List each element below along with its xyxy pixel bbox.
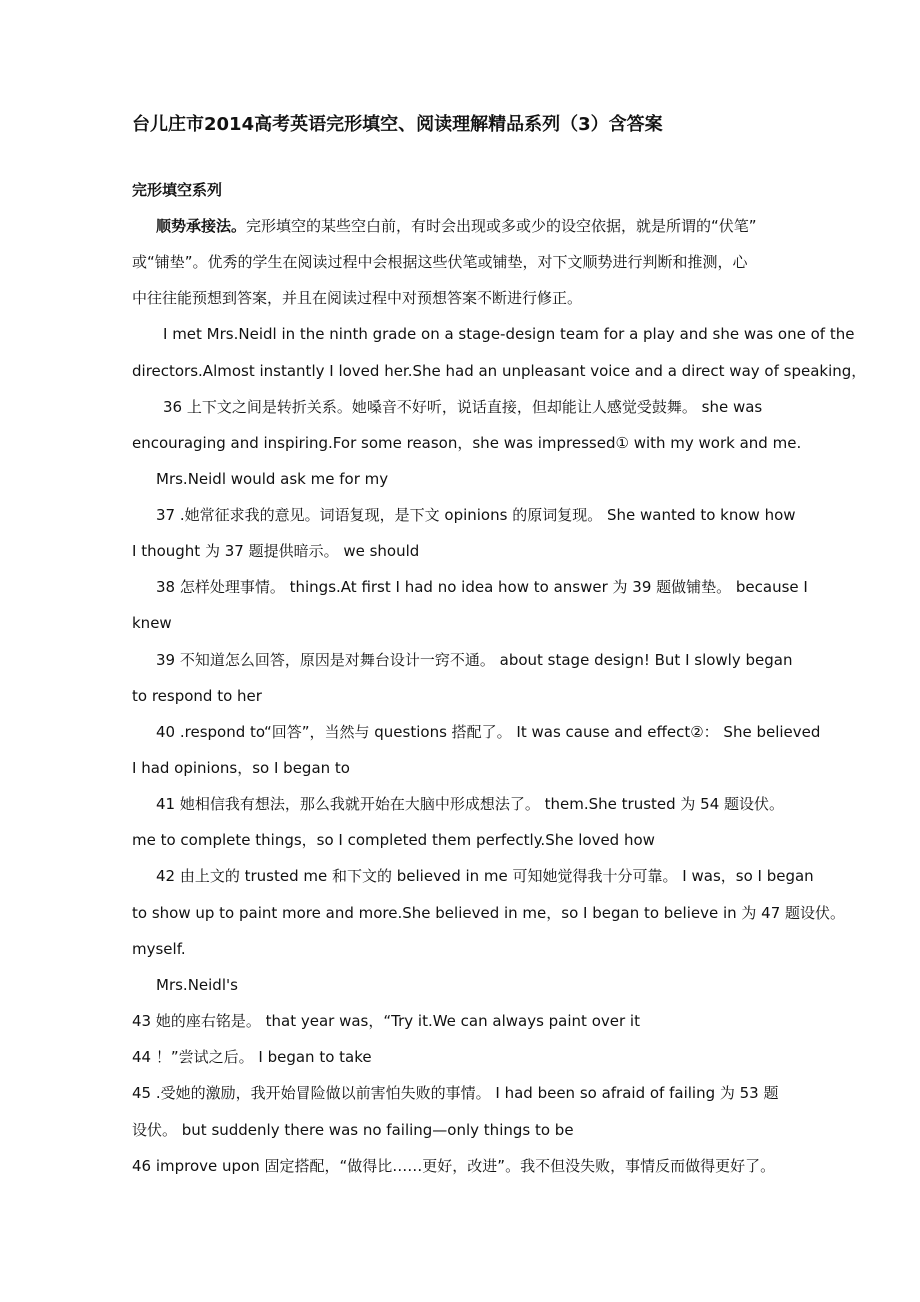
passage-line-23: 设伏。 but suddenly there was no failing—only things to be [132,1121,574,1139]
passage-line-3: 36 上下文之间是转折关系。她嗓音不好听，说话直接，但却能让人感觉受鼓舞。 she was [163,398,763,416]
passage-line-19: Mrs.Neidl's [156,976,238,994]
passage-line-8: 38 怎样处理事情。 things.At first I had no idea how to answer 为 39 题做铺垫。 because I [156,578,808,596]
passage-line-7: I thought 为 37 题提供暗示。 we should [132,542,420,560]
intro-line-3: 中往往能预想到答案，并且在阅读过程中对预想答案不断进行修正。 [132,289,583,307]
passage-line-6: 37 .她常征求我的意见。词语复现，是下文 opinions 的原词复现。 She wanted to know how [156,506,796,524]
section-heading: 完形填空系列 [132,181,223,199]
passage-line-15: me to complete things，so I completed them perfectly.She loved how [132,831,655,849]
passage-line-14: 41 她相信我有想法，那么我就开始在大脑中形成想法了。 them.She trusted 为 54 题设伏。 [156,795,785,813]
passage-line-17: to show up to paint more and more.She believed in me，so I began to believe in 为 47 题设伏。 [132,904,846,922]
passage-line-11: to respond to her [132,687,262,705]
intro-line-1 [156,216,812,236]
document-title: 台儿庄市2014高考英语完形填空、阅读理解精品系列（3）含答案 [132,114,663,135]
intro-line-1-text: 完形填空的某些空白前，有时会出现或多或少的设空依据，就是所谓的“伏笔” [246,217,757,235]
passage-line-18: myself. [132,940,186,958]
passage-line-2: directors.Almost instantly I loved her.She had an unpleasant voice and a direct way of speaking， [132,362,867,380]
passage-line-4: encouraging and inspiring.For some reason，she was impressed① with my work and me. [132,434,802,452]
intro-line-2: 或“铺垫”。优秀的学生在阅读过程中会根据这些伏笔或铺垫，对下文顺势进行判断和推测，心 [132,253,748,271]
passage-line-16: 42 由上文的 trusted me 和下文的 believed in me 可知她觉得我十分可靠。 I was，so I began [156,867,814,885]
passage-line-22: 45 .受她的激励，我开始冒险做以前害怕失败的事情。 I had been so afraid of failing 为 53 题 [132,1084,779,1102]
passage-line-9: knew [132,614,172,632]
passage-line-10: 39 不知道怎么回答，原因是对舞台设计一窍不通。 about stage design! But I slowly began [156,651,793,669]
passage-line-12: 40 .respond to“回答”，当然与 questions 搭配了。 It was cause and effect②： She believed [156,723,821,741]
passage-line-13: I had opinions，so I began to [132,759,350,777]
passage-line-1: I met Mrs.Neidl in the ninth grade on a stage-design team for a play and she was one of the [163,325,855,343]
passage-line-24: 46 improve upon 固定搭配，“做得比……更好，改进”。我不但没失败，事情反而做得更好了。 [132,1157,776,1175]
passage-line-5: Mrs.Neidl would ask me for my [156,470,389,488]
passage-line-20: 43 她的座右铭是。 that year was，“Try it.We can always paint over it [132,1012,640,1030]
passage-line-21: 44 ！”尝试之后。 I began to take [132,1048,372,1066]
method-term: 顺势承接法。 [156,217,247,235]
